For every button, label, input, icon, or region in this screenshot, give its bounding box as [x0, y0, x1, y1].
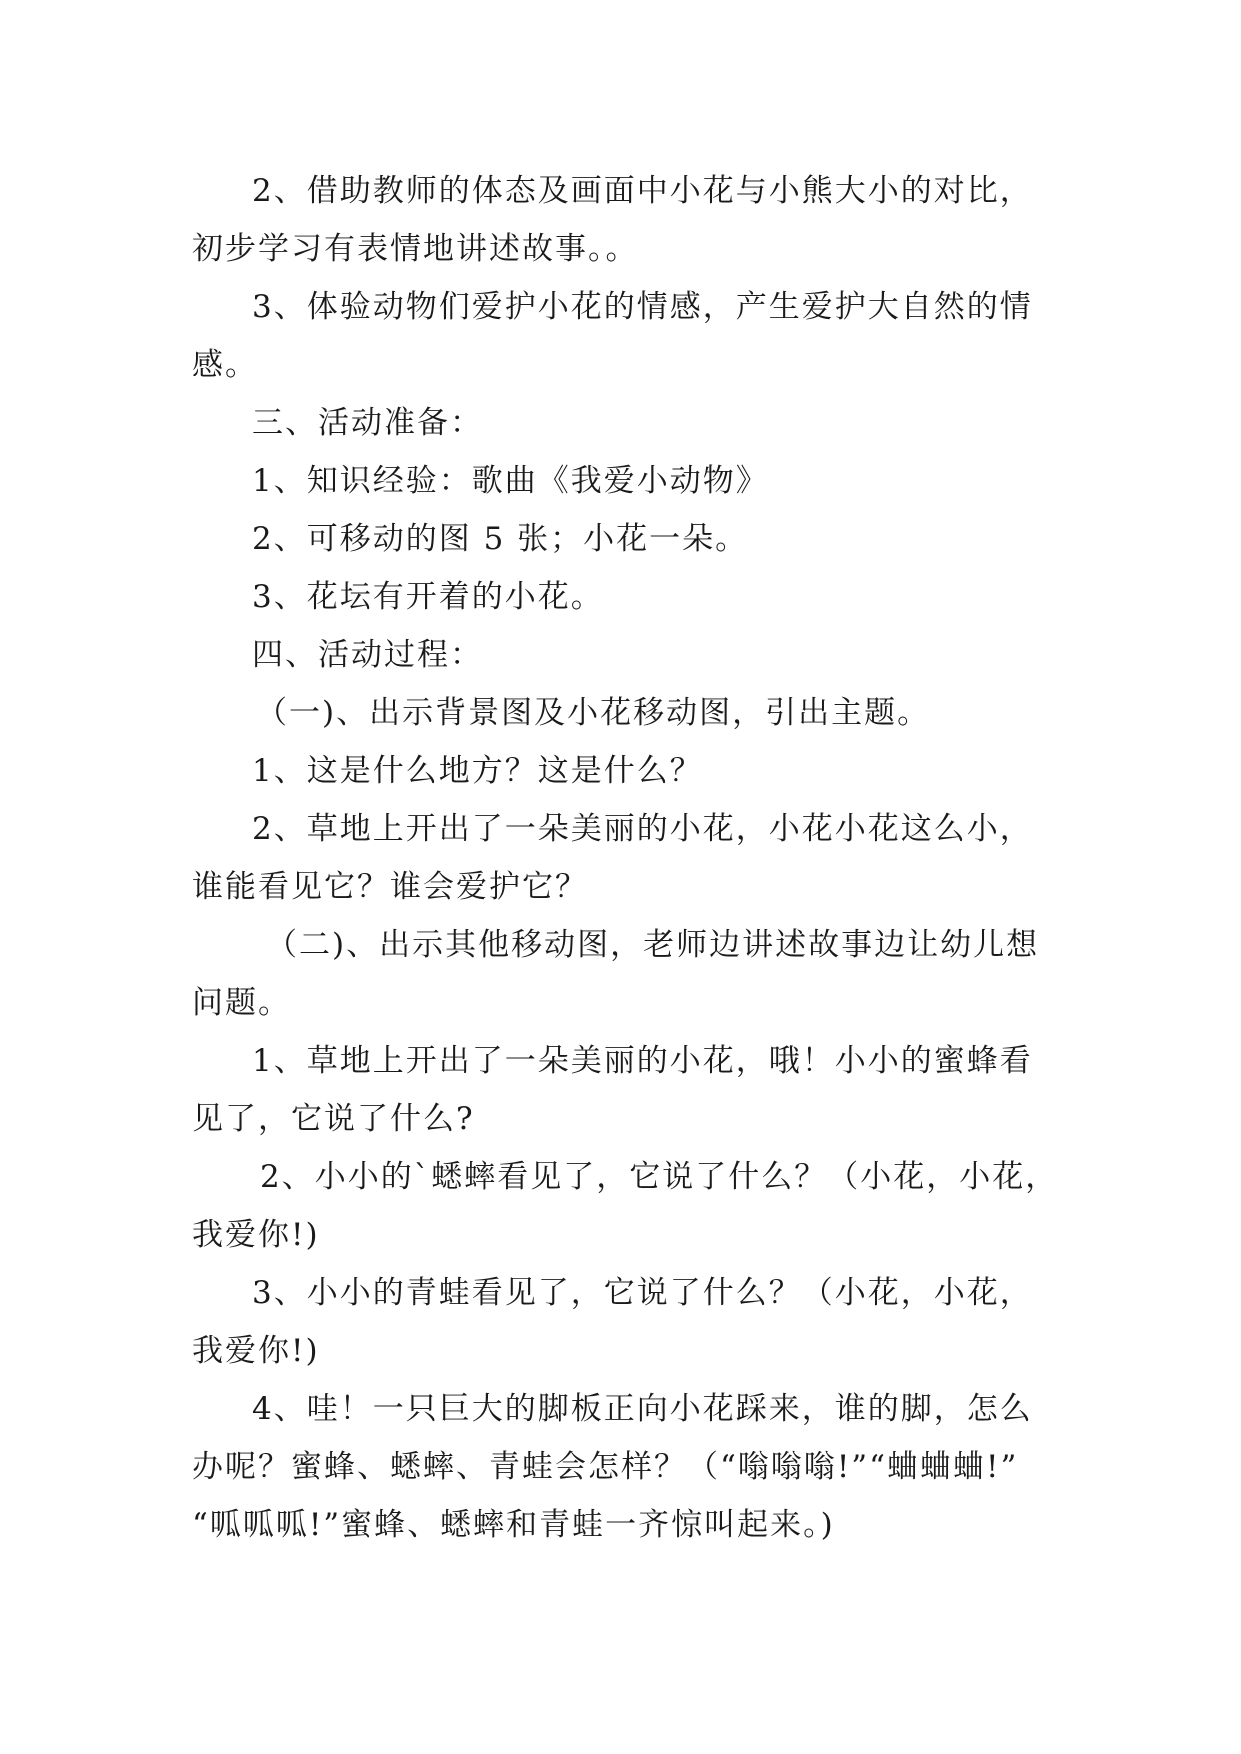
paragraph-line: 问题。: [192, 985, 291, 1021]
paragraph-line: 3、花坛有开着的小花。: [252, 579, 604, 615]
document-body: [192, 162, 1072, 1554]
paragraph-line: 2、草地上开出了一朵美丽的小花，小花小花这么小，: [252, 811, 1033, 847]
paragraph-line: 4、哇！一只巨大的脚板正向小花踩来，谁的脚，怎么: [252, 1391, 1033, 1427]
subsection-heading: （一)、出示背景图及小花移动图，引出主题。: [256, 695, 931, 731]
section-heading: 三、活动准备：: [252, 405, 483, 441]
paragraph-line: 1、这是什么地方？这是什么？: [252, 753, 703, 789]
paragraph-line: 感。: [192, 347, 258, 383]
paragraph-line: 1、知识经验：歌曲《我爱小动物》: [252, 463, 769, 499]
paragraph-line: 3、体验动物们爱护小花的情感，产生爱护大自然的情: [252, 289, 1033, 325]
subsection-heading: （二)、出示其他移动图，老师边讲述故事边让幼儿想: [266, 927, 1040, 963]
paragraph-line: 我爱你!): [192, 1333, 320, 1369]
paragraph-line: 1、草地上开出了一朵美丽的小花，哦！小小的蜜蜂看: [252, 1043, 1033, 1079]
paragraph-line: 我爱你!): [192, 1217, 320, 1253]
paragraph-line: 3、小小的青蛙看见了，它说了什么？（小花，小花，: [252, 1275, 1033, 1311]
paragraph-line: 2、小小的`蟋蟀看见了，它说了什么？（小花，小花，: [260, 1159, 1059, 1195]
paragraph-line: “呱呱呱!”蜜蜂、蟋蟀和青蛙一齐惊叫起来。): [192, 1507, 835, 1543]
paragraph-line: 见了，它说了什么?: [192, 1101, 475, 1137]
paragraph-line: 初步学习有表情地讲述故事。。: [192, 231, 639, 267]
paragraph-line: 2、可移动的图 5 张；小花一朵。: [252, 521, 749, 557]
section-heading: 四、活动过程：: [252, 637, 483, 673]
paragraph-line: 办呢？蜜蜂、蟋蟀、青蛙会怎样？（“嗡嗡嗡!”“蛐蛐蛐!”: [192, 1449, 1019, 1485]
paragraph-line: 谁能看见它？谁会爱护它？: [192, 869, 588, 905]
paragraph-line: 2、借助教师的体态及画面中小花与小熊大小的对比，: [252, 173, 1033, 209]
